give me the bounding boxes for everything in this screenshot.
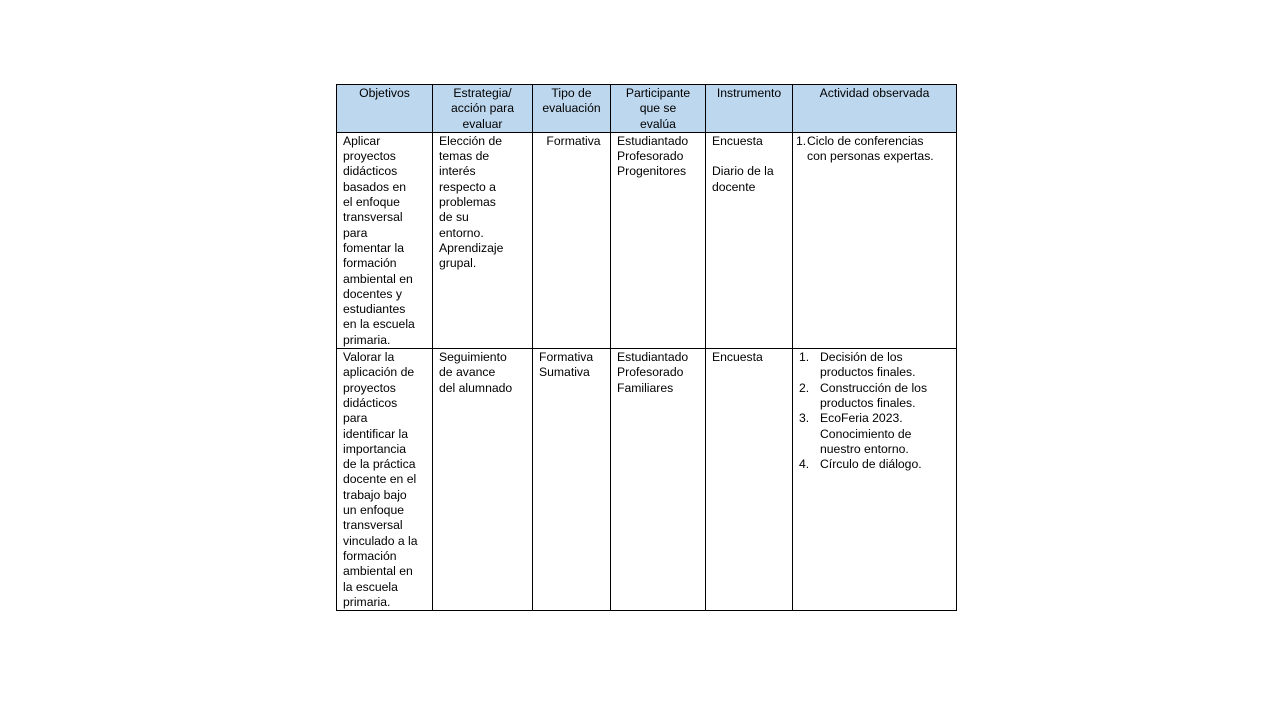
cell-text-line: para (343, 225, 368, 240)
activity-text-line: Ciclo de conferencias (807, 133, 924, 148)
header-actividad-observada (793, 85, 957, 133)
cell-text-line: que se (639, 101, 677, 116)
table-row (337, 349, 957, 611)
cell-text-line: Progenitores (617, 164, 687, 179)
header-row (337, 85, 957, 133)
cell-text-line: formación (343, 256, 397, 271)
cell-text-line: basados en (343, 179, 407, 194)
activity-text-line: Círculo de diálogo. (820, 457, 922, 472)
cell-text-line: Objetivos (359, 86, 410, 100)
cell-text-line: Diario de la (712, 164, 774, 179)
cell-text-line: Profesorado (617, 149, 684, 164)
cell-tipo (533, 132, 611, 348)
cell-text-line: Tipo de (551, 86, 592, 100)
activity-text-line: Conocimiento de (820, 426, 912, 441)
cell-text-line: formación (343, 548, 397, 563)
cell-text-line: grupal. (439, 256, 477, 271)
activity-text-line: Construcción de los (820, 380, 928, 395)
activity-number: 1. (796, 133, 807, 148)
cell-text-line (712, 149, 790, 164)
cell-text-line: un enfoque (343, 503, 404, 518)
cell-estrategia (433, 132, 533, 348)
cell-text-line: Sumativa (539, 365, 590, 380)
header-estrategia (433, 85, 533, 133)
activity-text-line: con personas expertas. (807, 149, 934, 164)
cell-participante (611, 349, 706, 611)
cell-text-line: trabajo bajo (343, 487, 407, 502)
cell-text-line: fomentar la (343, 240, 404, 255)
cell-text-line: la escuela (343, 579, 398, 594)
cell-estrategia (433, 349, 533, 611)
cell-text-line: Familiares (617, 380, 674, 395)
cell-text-line: importancia (343, 441, 406, 456)
activity-list (796, 134, 954, 165)
cell-text-line: Encuesta (712, 133, 763, 148)
cell-text-line: docente (712, 179, 756, 194)
cell-text-line: proyectos (343, 149, 396, 164)
cell-actividades (793, 349, 957, 611)
cell-text-line: acción para (450, 101, 514, 116)
cell-objetivo (337, 349, 433, 611)
cell-text-line: proyectos (343, 380, 396, 395)
activity-number: 2. (799, 380, 810, 395)
cell-text-line: evaluar (462, 116, 503, 131)
cell-text-line: docente en el (343, 472, 417, 487)
cell-text-line: Instrumento (716, 86, 782, 100)
cell-text-line: aplicación de (343, 365, 415, 380)
cell-text-line: de la práctica (343, 457, 416, 472)
cell-text-line: de avance (439, 365, 496, 380)
cell-text-line: transversal (343, 518, 403, 533)
cell-text-line: interés (439, 164, 476, 179)
cell-tipo (533, 349, 611, 611)
cell-text-line: en la escuela (343, 317, 415, 332)
activity-text-line: Decisión de los (820, 350, 903, 365)
cell-text-line: Formativa (539, 350, 594, 365)
header-participante (611, 85, 706, 133)
activity-text-line: nuestro entorno. (820, 441, 909, 456)
cell-text-line: respecto a (439, 179, 496, 194)
activity-text-line: productos finales. (820, 365, 916, 380)
activity-number: 1. (799, 350, 810, 365)
cell-text-line: Actividad observada (819, 86, 930, 100)
cell-text-line: primaria. (343, 332, 391, 347)
cell-text-line: entorno. (439, 225, 484, 240)
cell-text-line: Encuesta (712, 350, 763, 365)
header-instrumento (706, 85, 793, 133)
cell-text-line: Participante (625, 86, 691, 100)
cell-text-line: Estudiantado (617, 133, 689, 148)
cell-text-line: Seguimiento (439, 350, 507, 365)
activity-text-line: productos finales. (820, 395, 916, 410)
cell-text-line: evaluación (542, 101, 601, 116)
cell-participante (611, 132, 706, 348)
cell-instrumento (706, 349, 793, 611)
cell-objetivo (337, 132, 433, 348)
activity-number: 4. (799, 457, 810, 472)
cell-text-line: estudiantes (343, 302, 406, 317)
cell-text-line: transversal (343, 210, 403, 225)
activity-item (799, 350, 954, 381)
cell-text-line: Valorar la (343, 350, 395, 365)
activity-item (799, 457, 954, 472)
cell-text-line: ambiental en (343, 271, 413, 286)
cell-text-line: del alumnado (439, 380, 513, 395)
cell-instrumento (706, 132, 793, 348)
activity-text-line: EcoFeria 2023. (820, 411, 903, 426)
table-row (337, 132, 957, 348)
activity-item (799, 411, 954, 457)
header-tipo-evaluacion (533, 85, 611, 133)
cell-text-line: identificar la (343, 426, 409, 441)
cell-text-line: Estrategia/ (453, 86, 512, 100)
activity-list (799, 350, 954, 472)
cell-text-line: docentes y (343, 286, 402, 301)
evaluation-table (336, 84, 957, 611)
cell-text-line: Profesorado (617, 365, 684, 380)
header-objetivos (337, 85, 433, 133)
cell-actividades (793, 132, 957, 348)
cell-text-line: de su (439, 210, 469, 225)
activity-number: 3. (799, 411, 810, 426)
cell-text-line: el enfoque (343, 195, 400, 210)
activity-item (799, 381, 954, 412)
cell-text-line: primaria. (343, 594, 391, 609)
cell-text-line: problemas (439, 195, 496, 210)
cell-text-line: temas de (439, 149, 490, 164)
cell-text-line: Elección de (439, 133, 503, 148)
cell-text-line: para (343, 411, 368, 426)
activity-item (796, 134, 954, 165)
cell-text-line: Aplicar (343, 133, 381, 148)
cell-text-line: vinculado a la (343, 533, 418, 548)
cell-text-line: Formativa (546, 133, 601, 148)
cell-text-line: Aprendizaje (439, 240, 504, 255)
cell-text-line: didácticos (343, 164, 398, 179)
cell-text-line: ambiental en (343, 564, 413, 579)
cell-text-line: didácticos (343, 395, 398, 410)
cell-text-line: evalúa (640, 116, 676, 131)
cell-text-line: Estudiantado (617, 350, 689, 365)
